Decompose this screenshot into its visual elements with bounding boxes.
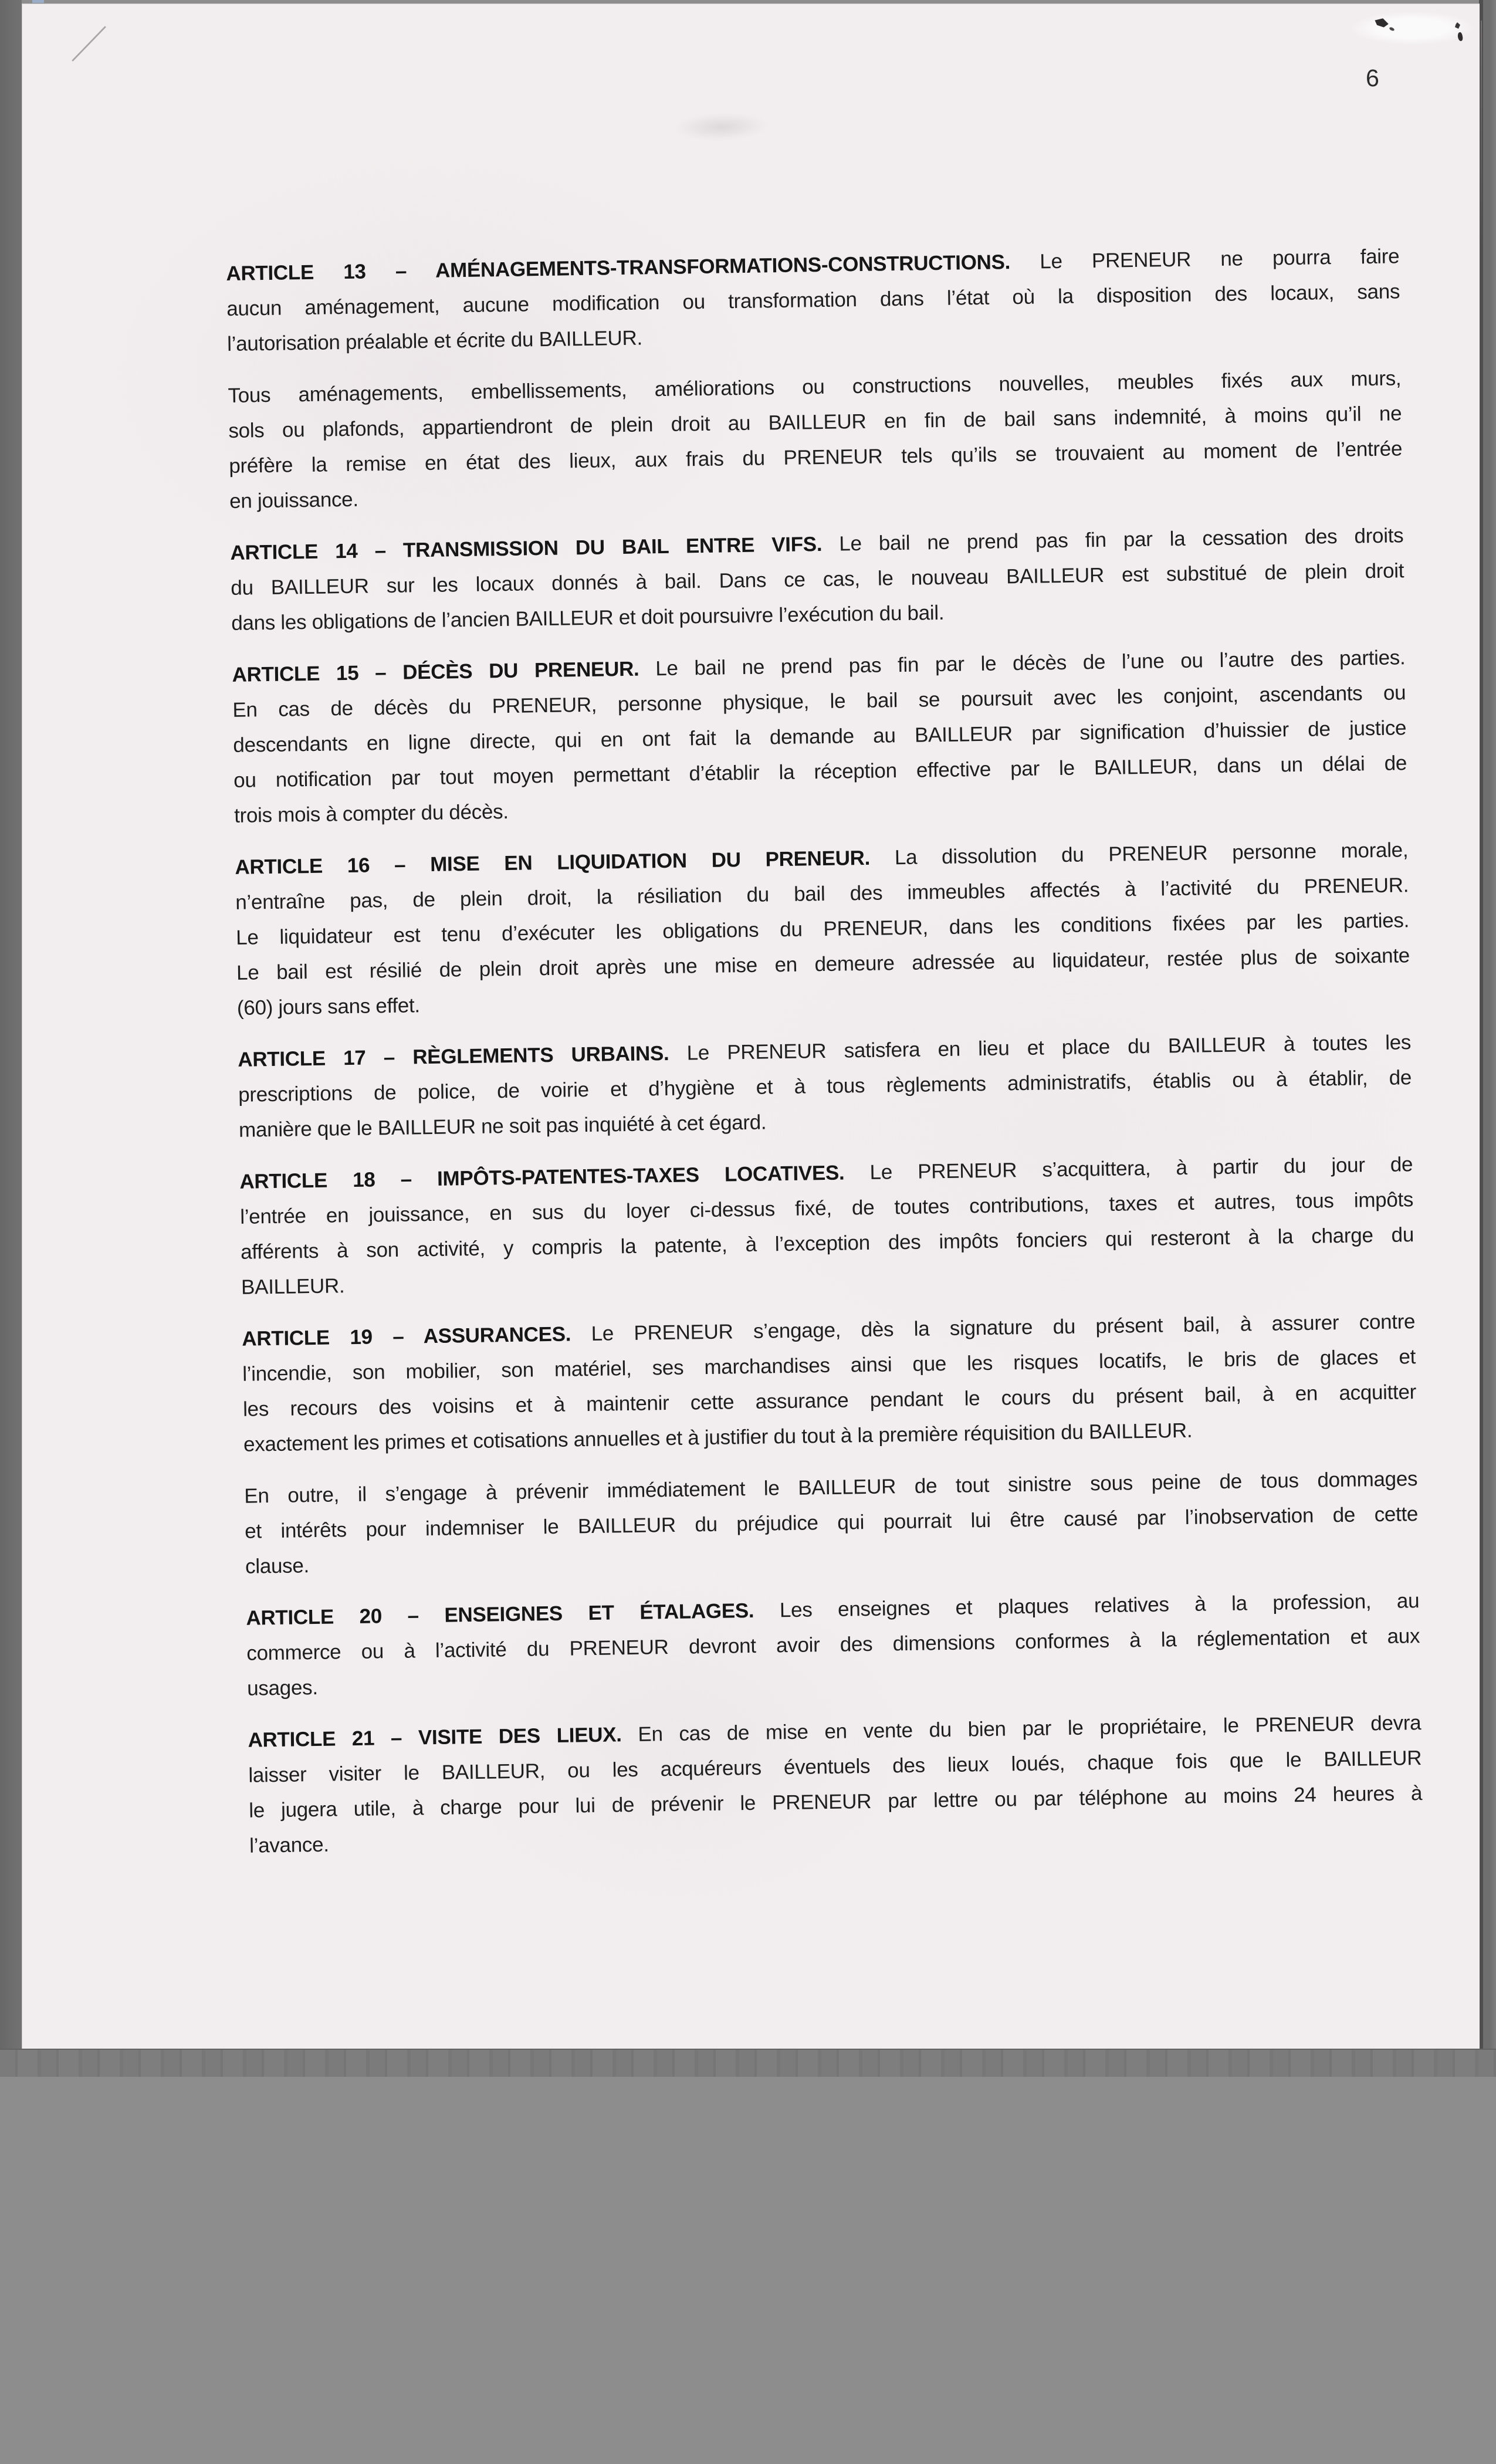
body-text: usages. bbox=[246, 1676, 318, 1700]
page-number: 6 bbox=[1365, 64, 1380, 92]
body-text: du BAILLEUR sur les locaux donnés à bail. Dans ce cas, le nouveau BAILLEUR est substitué de plein droit bbox=[231, 559, 1404, 600]
pencil-stroke-mark bbox=[72, 26, 106, 62]
article-heading: ARTICLE 14 – TRANSMISSION DU BAIL ENTRE VIFS. bbox=[230, 532, 823, 564]
body-text: En cas de mise en vente du bien par le propriétaire, le PRENEUR devra bbox=[621, 1711, 1421, 1747]
body-text: Le PRENEUR s’acquittera, à partir du jour de bbox=[844, 1153, 1413, 1184]
body-text: La dissolution du PRENEUR personne morale, bbox=[869, 838, 1409, 869]
body-text: l’incendie, son mobilier, son matériel, ses marchandises ainsi que les risques locatifs, le bris de glaces et bbox=[242, 1345, 1416, 1386]
body-text: et intérêts pour indemniser le BAILLEUR du préjudice qui pourrait lui être causé par l’inobservation de cette bbox=[244, 1502, 1419, 1543]
paragraph bbox=[242, 1304, 1417, 1463]
paragraph bbox=[232, 640, 1407, 834]
body-text: ou notification par tout moyen permettant d’établir la réception effective par le BAILLEUR, dans un délai de bbox=[233, 752, 1407, 792]
body-text: Le bail est résilié de plein droit après une mise en demeure adressée au liquidateur, restée plus de soixante bbox=[236, 944, 1410, 984]
body-text: aucun aménagement, aucune modification ou transformation dans l’état où la disposition des locaux, sans bbox=[226, 280, 1400, 320]
body-text: En cas de décès du PRENEUR, personne physique, le bail se poursuit avec les conjoint, ascendants ou bbox=[232, 681, 1406, 722]
body-text: exactement les primes et cotisations annuelles et à justifier du tout à la première réquisition du BAILLEUR. bbox=[243, 1419, 1193, 1456]
body-text: Le bail ne prend pas fin par le décès de l’une ou l’autre des parties. bbox=[639, 646, 1406, 681]
body-text: Tous aménagements, embellissements, améliorations ou constructions nouvelles, meubles fixés aux murs, bbox=[228, 367, 1402, 407]
body-text: préfère la remise en état des lieux, aux frais du PRENEUR tels qu’ils se trouvaient au moment de l’entrée bbox=[229, 437, 1403, 478]
body-text: Le bail ne prend pas fin par la cessation des droits bbox=[821, 524, 1404, 556]
article-heading: ARTICLE 17 – RÈGLEMENTS URBAINS. bbox=[238, 1041, 669, 1071]
paragraph bbox=[239, 1147, 1414, 1305]
article-heading: ARTICLE 13 – AMÉNAGEMENTS-TRANSFORMATIONS-CONSTRUCTIONS. bbox=[226, 251, 1011, 285]
body-text: Le PRENEUR ne pourra faire bbox=[1010, 245, 1400, 274]
document-paper bbox=[22, 4, 1480, 2049]
paragraph bbox=[235, 832, 1410, 1026]
paragraph bbox=[246, 1583, 1420, 1707]
body-text: dans les obligations de l’ancien BAILLEUR et doit poursuivre l’exécution du bail. bbox=[231, 601, 945, 635]
body-text: descendants en ligne directe, qui en ont fait la demande au BAILLEUR par signification d’huissier de justice bbox=[233, 716, 1407, 757]
body-text: afférents à son activité, y compris la patente, à l’exception des impôts fonciers qui resteront à la charge du bbox=[240, 1223, 1414, 1264]
paragraph bbox=[228, 361, 1403, 519]
body-text: prescriptions de police, de voirie et d’hygiène et à tous règlements administratifs, établis ou à établir, de bbox=[238, 1066, 1412, 1106]
body-text: n’entraîne pas, de plein droit, la résiliation du bail des immeubles affectés à l’activité du PRENEUR. bbox=[235, 874, 1409, 914]
paragraph bbox=[248, 1705, 1423, 1864]
scanner-edge-left bbox=[0, 0, 22, 2077]
body-text: les recours des voisins et à maintenir cette assurance pendant le cours du présent bail, à en acquitter bbox=[242, 1380, 1417, 1421]
paragraph bbox=[238, 1025, 1412, 1148]
scanner-bed-background bbox=[0, 2077, 1496, 2464]
article-heading: ARTICLE 20 – ENSEIGNES ET ÉTALAGES. bbox=[246, 1599, 754, 1630]
body-text: Les enseignes et plaques relatives à la profession, au bbox=[754, 1589, 1420, 1622]
body-text: (60) jours sans effet. bbox=[236, 994, 421, 1020]
body-text: Le liquidateur est tenu d’exécuter les obligations du PRENEUR, dans les conditions fixées par les parties. bbox=[235, 909, 1410, 949]
body-text: trois mois à compter du décès. bbox=[233, 800, 509, 827]
body-text: manière que le BAILLEUR ne soit pas inquiété à cet égard. bbox=[238, 1111, 767, 1142]
scanner-edge-right bbox=[1479, 0, 1496, 2077]
scan-artifact-top bbox=[32, 0, 44, 3]
body-text: l’autorisation préalable et écrite du BAILLEUR. bbox=[226, 326, 643, 356]
body-text: BAILLEUR. bbox=[241, 1274, 345, 1299]
article-heading: ARTICLE 19 – ASSURANCES. bbox=[242, 1322, 571, 1351]
body-text: commerce ou à l’activité du PRENEUR devront avoir des dimensions conformes à la réglementation et aux bbox=[246, 1624, 1420, 1665]
article-heading: ARTICLE 18 – IMPÔTS-PATENTES-TAXES LOCATIVES. bbox=[239, 1161, 845, 1193]
article-heading: ARTICLE 21 – VISITE DES LIEUX. bbox=[248, 1723, 622, 1752]
body-text: l’avance. bbox=[249, 1833, 329, 1857]
article-heading: ARTICLE 16 – MISE EN LIQUIDATION DU PRENEUR. bbox=[235, 846, 871, 879]
paper-crease-line bbox=[1481, 21, 1482, 243]
body-text: en jouissance. bbox=[229, 488, 359, 513]
article-heading: ARTICLE 15 – DÉCÈS DU PRENEUR. bbox=[232, 657, 639, 686]
body-text: Le PRENEUR satisfera en lieu et place du BAILLEUR à toutes les bbox=[669, 1031, 1412, 1065]
paragraph bbox=[230, 518, 1404, 641]
paragraph bbox=[244, 1461, 1419, 1585]
document-body bbox=[226, 239, 1423, 1880]
body-text: sols ou plafonds, appartiendront de plein droit au BAILLEUR en fin de bail sans indemnité, à moins qu’il ne bbox=[228, 402, 1402, 442]
body-text: le jugera utile, à charge pour lui de prévenir le PRENEUR par lettre ou par téléphone au moins 24 heures à bbox=[249, 1782, 1423, 1822]
ink-bleedthrough-smudge bbox=[664, 106, 791, 147]
body-text: l’entrée en jouissance, en sus du loyer ci-dessus fixé, de toutes contributions, taxes et autres, tous impôts bbox=[240, 1188, 1414, 1228]
body-text: En outre, il s’engage à prévenir immédiatement le BAILLEUR de tout sinistre sous peine de tous dommages bbox=[244, 1467, 1418, 1508]
scanner-bed-shadow-band bbox=[0, 2049, 1496, 2078]
body-text: laisser visiter le BAILLEUR, ou les acquéreurs éventuels des lieux loués, chaque fois que le BAILLEUR bbox=[248, 1747, 1422, 1787]
body-text: clause. bbox=[245, 1554, 310, 1578]
paragraph bbox=[226, 239, 1400, 362]
staple-tear-blotch bbox=[1349, 11, 1475, 45]
body-text: Le PRENEUR s’engage, dès la signature du présent bail, à assurer contre bbox=[570, 1310, 1416, 1346]
